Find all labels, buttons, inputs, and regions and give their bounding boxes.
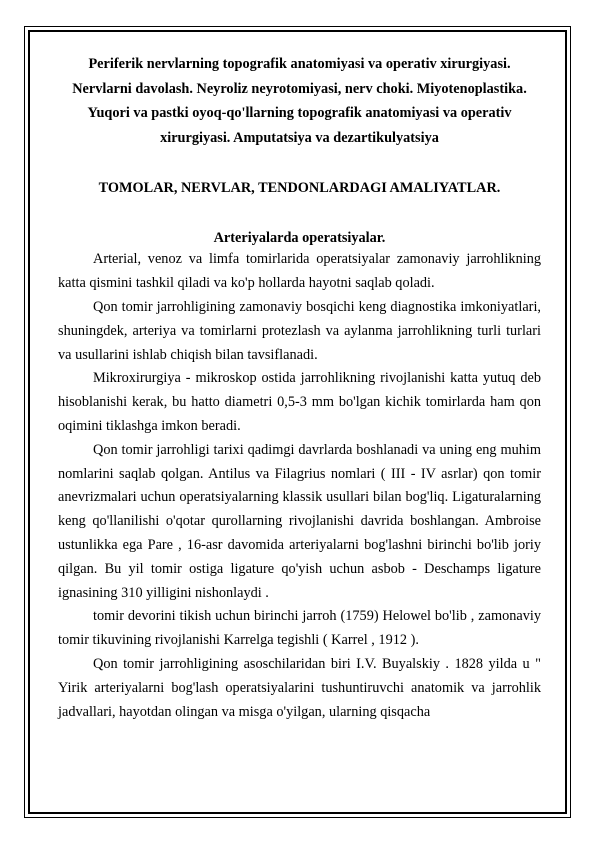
section-heading: TOMOLAR, NERVLAR, TENDONLARDAGI AMALIYATLAR. <box>98 180 501 197</box>
document-body <box>58 52 541 724</box>
document-title: Periferik nervlarning topografik anatomiyasi va operativ xirurgiyasi. Nervlarni davolash. Neyroliz neyrotomiyasi, nerv choki. Miyotenoplastika. Yuqori va pastki oyoq-qo'llarning topografik anatomiyasi va operativ xirurgiyasi. Amputatsiya va dezartikulyatsiya <box>72 56 527 146</box>
paragraph: Qon tomir jarrohligining asoschilaridan biri I.V. Buyalskiy . 1828 yilda u " Yirik arteriyalarni bog'lash operatsiyalarini tushuntiruvchi anatomik va jarrohlik jadvallari, hayotdan olingan va misga o'yilgan, ularning qisqacha <box>58 655 541 720</box>
paragraph: tomir devorini tikish uchun birinchi jarroh (1759) Helowel bo'lib , zamonaviy tomir tikuvining rivojlanishi Karrelga tegishli ( Karrel , 1912 ). <box>58 608 541 649</box>
paragraph: Mikroxirurgiya - mikroskop ostida jarrohlikning rivojlanishi katta yutuq deb hisoblanishi kerak, bu hatto diametri 0,5-3 mm bo'lgan kichik tomirlarda ham qon oqimini tiklashga imkon beradi. <box>58 370 541 434</box>
subsection-heading: Arteriyalarda operatsiyalar. <box>213 230 386 247</box>
paragraph: Arterial, venoz va limfa tomirlarida operatsiyalar zamonaviy jarrohlikning katta qismini tashkil qiladi va ko'p hollarda hayotni saqlab qoladi. <box>58 251 541 292</box>
paragraph: Qon tomir jarrohligining zamonaviy bosqichi keng diagnostika imkoniyatlari, shuningdek, arteriya va tomirlarni protezlash va aylanma jarrohlikning turli turlari va usullarini ishlab chiqish bilan tavsiflanadi. <box>58 298 541 363</box>
paragraph: Qon tomir jarrohligi tarixi qadimgi davrlarda boshlanadi va uning eng muhim nomlarini saqlab qolgan. Antilus va Filagrius nomlari ( III - IV asrlar) qon tomir anevrizmalari uchun operatsiyalarning klassik usullari bilan bog'liq. Ligaturalarning keng qo'llanilishi o'qotar qurollarning rivojlanishi davrida boshlangan. Ambroise ustunlikka ega Pare , 16-asr davomida arteriyalarni bog'lashni birinchi bo'lib joriy qilgan. Bu yil tomir ostiga ligature qo'yish uchun asbob - Deschamps ligature ignasining 310 yilligini nishonlaydi . <box>58 441 541 601</box>
